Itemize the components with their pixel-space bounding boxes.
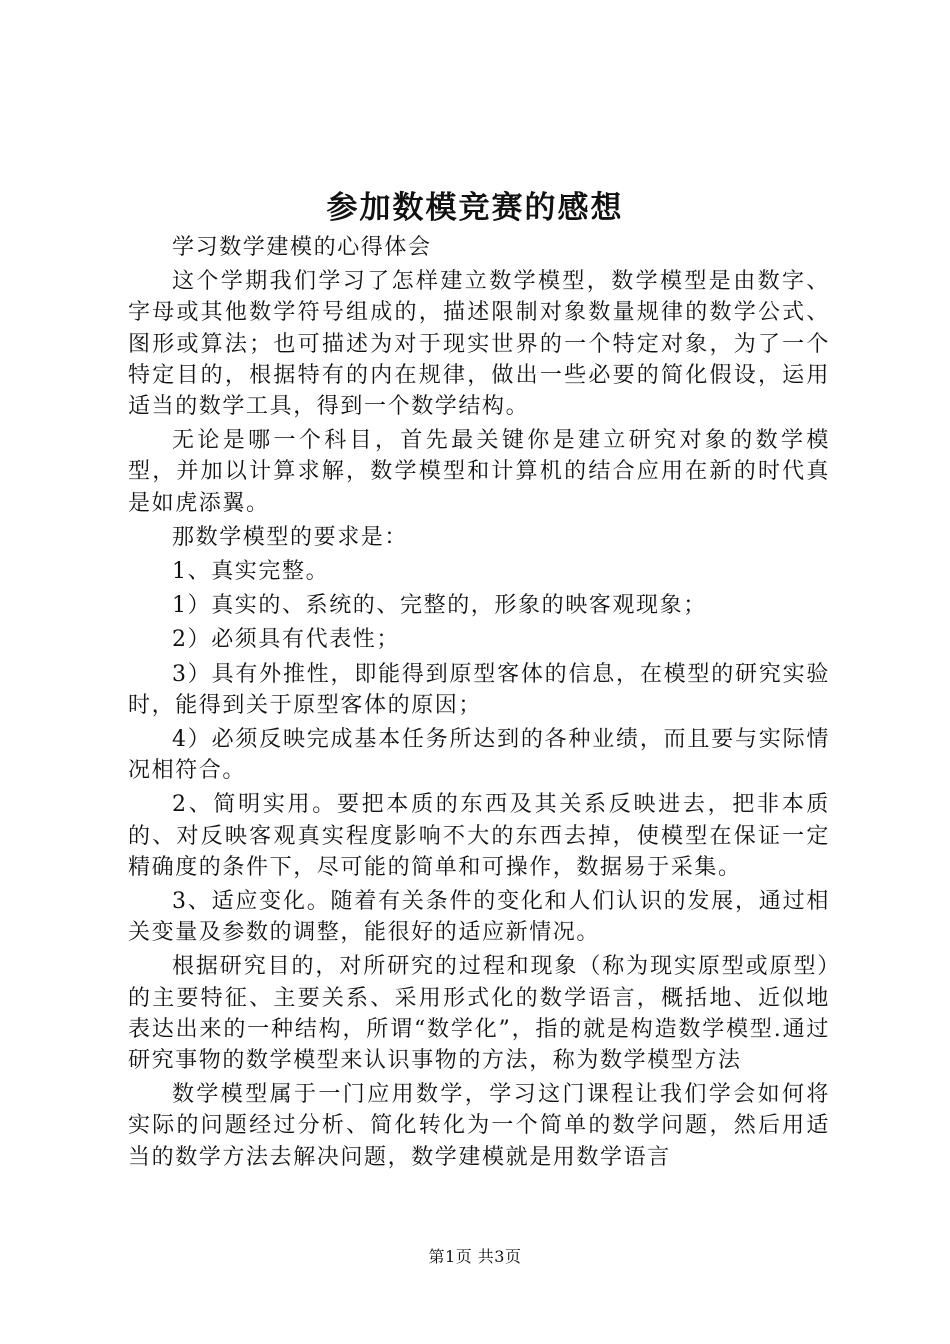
list-item: 3）具有外推性，即能得到原型客体的信息，在模型的研究实验时，能得到关于原型客体的原因；: [128, 661, 830, 718]
paragraph: 这个学期我们学习了怎样建立数学模型，数学模型是由数字、字母或其他数学符号组成的，描述限制对象数量规律的数学公式、图形或算法；也可描述为对于现实世界的一个特定对象，为了一个特定目的，根据特有的内在规律，做出一些必要的简化假设，运用适当的数学工具，得到一个数学结构。: [128, 269, 830, 420]
list-item: 1、真实完整。: [172, 559, 330, 585]
document-title: 参加数模竞赛的感想: [326, 190, 624, 226]
list-item: 3、适应变化。随着有关条件的变化和人们认识的发展，通过相关变量及参数的调整，能很好的适应新情况。: [128, 889, 830, 946]
paragraph: 数学模型属于一门应用数学，学习这门课程让我们学会如何将实际的问题经过分析、简化转化为一个简单的数学问题，然后用适当的数学方法去解决问题，数学建模就是用数学语言: [128, 1082, 830, 1170]
paragraph-subtitle: 学习数学建模的心得体会: [172, 235, 432, 260]
paragraph: 那数学模型的要求是：: [172, 524, 409, 550]
list-item: 2）必须具有代表性；: [172, 627, 400, 653]
list-item: 1）真实的、系统的、完整的，形象的映客观现象；: [172, 593, 707, 619]
document-body: [128, 232, 830, 1176]
list-item: 2、简明实用。要把本质的东西及其关系反映进去，把非本质的、对反映客观真实程度影响不大的东西去掉，使模型在保证一定精确度的条件下，尽可能的简单和可操作，数据易于采集。: [128, 792, 830, 880]
paragraph: 根据研究目的，对所研究的过程和现象（称为现实原型或原型）的主要特征、主要关系、采用形式化的数学语言，概括地、近似地表达出来的一种结构，所谓“数学化”，指的就是构造数学模型.通过研究事物的数学模型来认识事物的方法，称为数学模型方法: [128, 954, 830, 1074]
list-item: 4）必须反映完成基本任务所达到的各种业绩，而且要与实际情况相符合。: [128, 727, 830, 784]
page-footer: 第1页 共3页: [428, 1247, 522, 1266]
paragraph: 无论是哪一个科目，首先最关键你是建立研究对象的数学模型，并加以计算求解，数学模型和计算机的结合应用在新的时代真是如虎添翼。: [128, 428, 830, 516]
